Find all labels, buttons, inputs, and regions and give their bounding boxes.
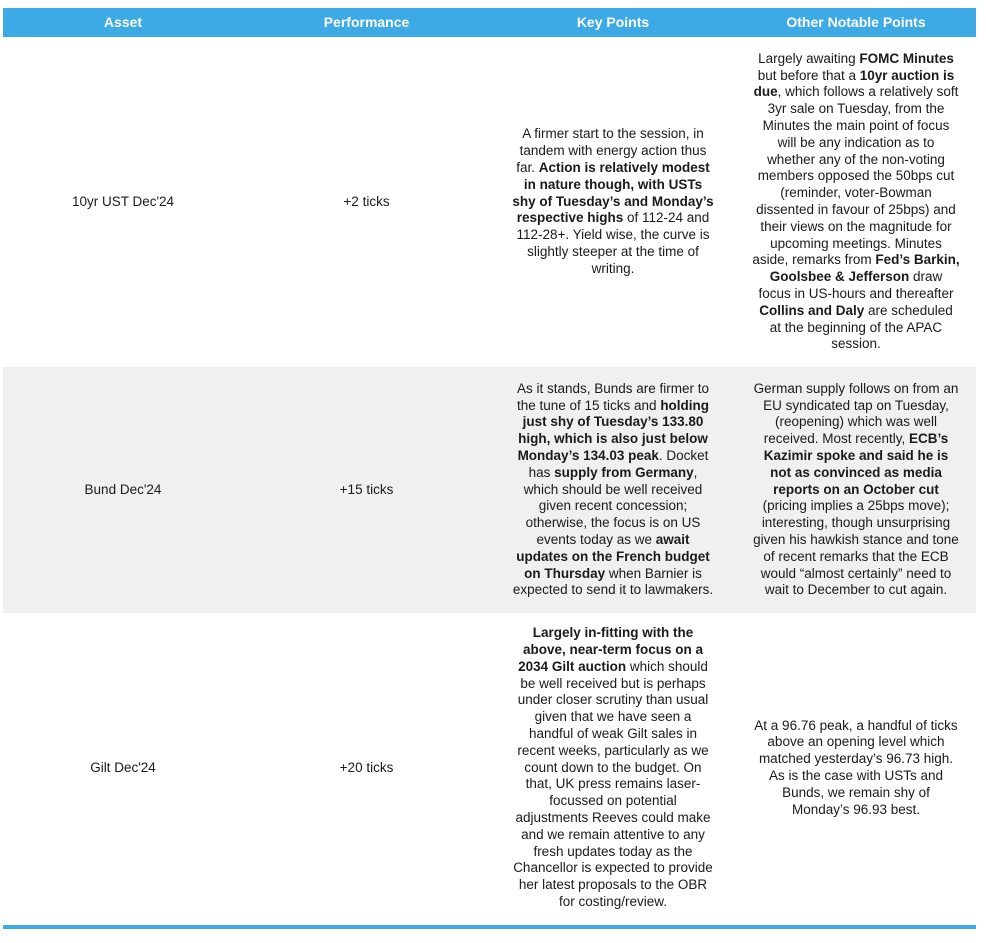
table-header-row — [3, 8, 976, 37]
text-segment: At a 96.76 peak, a handful of ticks above an opening level which matched yesterday’s 96.73 high. As is the case with USTs and Bunds, we remain shy of Monday’s 96.93 best. — [754, 717, 958, 817]
header-performance: Performance — [323, 14, 410, 31]
key-points-cell — [490, 613, 736, 923]
other-notable-points-cell — [736, 613, 976, 923]
performance-cell: +15 ticks — [339, 481, 394, 497]
header-key-points: Key Points — [576, 14, 650, 31]
text-segment: (pricing implies a 25bps move); interesting, though unsurprising given his hawkish stance and tone of recent remarks that the ECB would “almost certainly” need to wait to December to cut again. — [753, 498, 959, 598]
text-segment: Largely awaiting — [758, 50, 860, 66]
cell-text — [512, 126, 714, 277]
other-notable-points-cell — [736, 367, 976, 613]
table-row — [3, 37, 976, 367]
cell-text — [752, 718, 960, 819]
header-other-notable-points: Other Notable Points — [786, 14, 926, 31]
asset-cell: Gilt Dec'24 — [90, 759, 156, 775]
other-notable-points-cell — [736, 37, 976, 367]
bottom-divider — [3, 925, 976, 929]
bold-text-segment: 10yr auction is due — [753, 67, 955, 100]
table-row — [3, 613, 976, 923]
text-segment: when Barnier is expected to send it to lawmakers. — [512, 565, 714, 598]
text-segment: draw focus in US-hours and thereafter — [758, 269, 954, 301]
bold-text-segment: Largely in-fitting with the above, near-term focus on a 2034 Gilt auction — [518, 625, 704, 674]
header-asset: Asset — [103, 14, 143, 31]
bold-text-segment: Fed’s Barkin, Goolsbee & Jefferson — [769, 252, 960, 285]
cell-text — [512, 381, 714, 599]
performance-cell: +2 ticks — [343, 193, 390, 209]
key-points-cell — [490, 367, 736, 613]
cell-text — [752, 51, 960, 353]
text-segment: German supply follows on from an EU syndicated tap on Tuesday, (reopening) which was well received. Most recently, — [753, 380, 959, 447]
cell-text — [512, 625, 714, 911]
text-segment: A firmer start to the session, in tandem with energy action thus far. — [516, 126, 707, 175]
text-segment: are scheduled at the beginning of the APAC session. — [769, 302, 953, 352]
key-points-cell — [490, 37, 736, 367]
text-segment: which should be well received but is perhaps under closer scrutiny than usual given that we have seen a handful of weak Gilt sales in recent weeks, particularly as we count down to the budget. On that, UK press remains laser-focussed on potential adjustments Reeves could make and we remain attentive to any fresh updates today as the Chancellor is expected to provide her latest proposals to the OBR for costing/review. — [513, 658, 713, 909]
bold-text-segment: FOMC Minutes — [859, 50, 954, 66]
text-segment: , which follows a relatively soft 3yr sale on Tuesday, from the Minutes the main point of focus will be any indication as to whether any of the non-voting members opposed the 50bps cut (reminder, voter-Bowman dissented in favour of 25bps) and their views on the magnitude for upcoming meetings. Minutes aside, remarks from — [752, 84, 959, 268]
asset-cell: Bund Dec'24 — [84, 481, 162, 497]
table-row — [3, 367, 976, 613]
market-summary-table — [3, 8, 976, 929]
bold-text-segment: await updates on the French budget on Thursday — [516, 531, 710, 581]
text-segment: of 112-24 and 112-28+. Yield wise, the curve is slightly steeper at the time of writing. — [516, 210, 710, 276]
text-segment: . Docket has — [528, 448, 709, 480]
text-segment: but before that a — [757, 67, 860, 83]
cell-text — [752, 381, 960, 599]
bold-text-segment: Collins and Daly — [759, 302, 865, 318]
text-segment: , which should be well received given recent concession; otherwise, the focus is on US events today as we — [523, 464, 703, 547]
bold-text-segment: supply from Germany — [554, 464, 694, 480]
bold-text-segment: ECB’s Kazimir spoke and said he is not as convinced as media reports on an October cut — [763, 431, 949, 497]
asset-cell: 10yr UST Dec'24 — [71, 193, 175, 209]
text-segment: As it stands, Bunds are firmer to the tune of 15 ticks and — [516, 380, 710, 413]
bold-text-segment: Action is relatively modest in nature though, with USTs shy of Tuesday’s and Monday’s respective highs — [512, 160, 714, 226]
bold-text-segment: holding just shy of Tuesday’s 133.80 high, which is also just below Monday’s 134.03 peak — [517, 397, 710, 463]
performance-cell: +20 ticks — [339, 759, 394, 775]
